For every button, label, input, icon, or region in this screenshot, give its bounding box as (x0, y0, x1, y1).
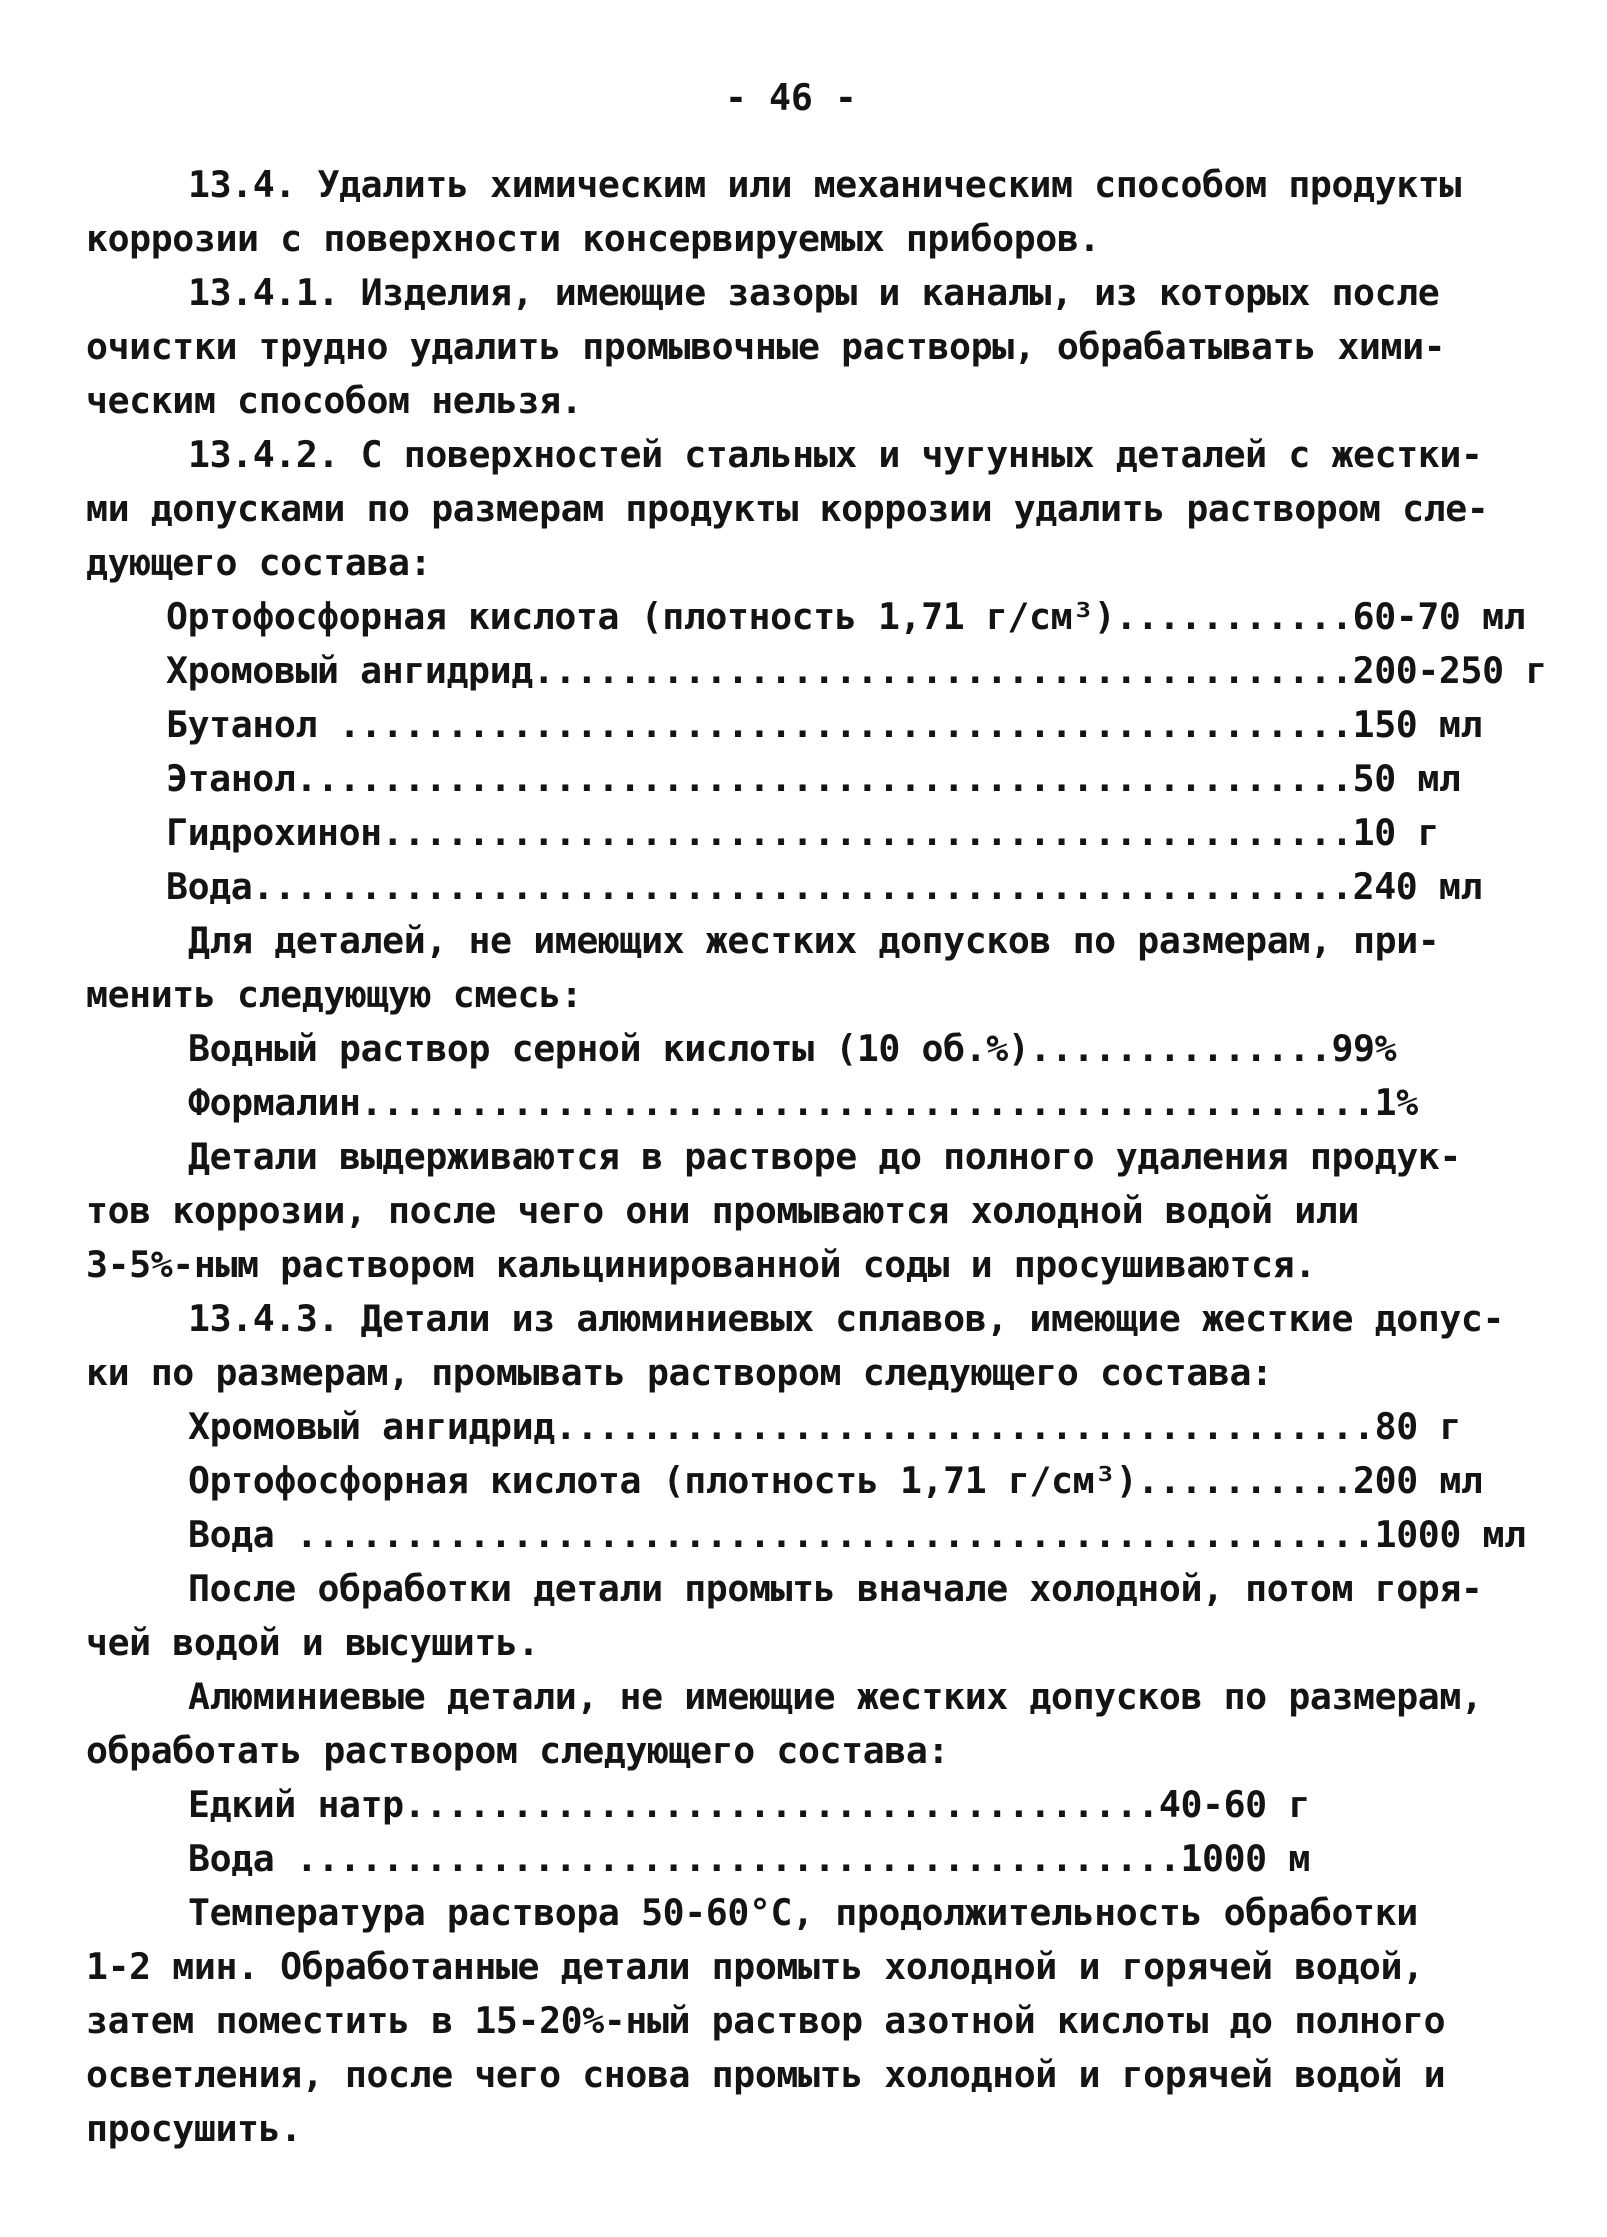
composition-row: Вода ..................................................1000 мл (188, 1513, 1526, 1556)
paragraph-line: 3-5%-ным раствором кальцинированной соды и просушиваются. (86, 1243, 1316, 1286)
paragraph-line: Температура раствора 50-60°С, продолжительность обработки (188, 1891, 1418, 1934)
paragraph-line: ческим способом нельзя. (86, 379, 583, 422)
paragraph-line: 13.4.1. Изделия, имеющие зазоры и каналы, из которых после (188, 271, 1440, 314)
composition-row: Этанол.................................................50 мл (166, 757, 1461, 800)
composition-row: Хромовый ангидрид......................................80 г (188, 1405, 1461, 1448)
paragraph-line: ми допусками по размерам продукты коррозии удалить раствором сле- (86, 487, 1489, 530)
composition-row: Бутанол ...............................................150 мл (166, 703, 1483, 746)
composition-row: Вода...................................................240 мл (166, 865, 1483, 908)
paragraph-line: 13.4.2. С поверхностей стальных и чугунных деталей с жестки- (188, 433, 1483, 476)
paragraph-line: Алюминиевые детали, не имеющие жестких допусков по размерам, (188, 1675, 1483, 1718)
paragraph-line: чей водой и высушить. (86, 1621, 540, 1664)
paragraph-line: 13.4. Удалить химическим или механическим способом продукты (188, 163, 1461, 206)
composition-row: Формалин...............................................1% (188, 1081, 1418, 1124)
paragraph-line: Для деталей, не имеющих жестких допусков по размерам, при- (188, 919, 1440, 962)
paragraph-line: обработать раствором следующего состава: (86, 1729, 949, 1772)
paragraph-line: менить следующую смесь: (86, 973, 583, 1016)
composition-row: Ортофосфорная кислота (плотность 1,71 г/см³)...........60-70 мл (166, 595, 1526, 638)
paragraph-line: очистки трудно удалить промывочные растворы, обрабатывать хими- (86, 325, 1446, 368)
paragraph-line: ки по размерам, промывать раствором следующего состава: (86, 1351, 1273, 1394)
composition-row: Хромовый ангидрид......................................200-250 г (166, 649, 1547, 692)
composition-row: Вода .........................................1000 м (188, 1837, 1310, 1880)
paragraph-line: 13.4.3. Детали из алюминиевых сплавов, имеющие жесткие допус- (188, 1297, 1505, 1340)
composition-row: Едкий натр...................................40-60 г (188, 1783, 1310, 1826)
composition-row: Водный раствор серной кислоты (10 об.%)..............99% (188, 1027, 1397, 1070)
paragraph-line: коррозии с поверхности консервируемых приборов. (86, 217, 1101, 260)
paragraph-line: осветления, после чего снова промыть холодной и горячей водой и (86, 2053, 1446, 2096)
paragraph-line: просушить. (86, 2107, 302, 2150)
paragraph-line: тов коррозии, после чего они промываются холодной водой или (86, 1189, 1359, 1232)
page-number: - 46 - (725, 76, 857, 119)
composition-row: Ортофосфорная кислота (плотность 1,71 г/см³)..........200 мл (188, 1459, 1483, 1502)
paragraph-line: 1-2 мин. Обработанные детали промыть холодной и горячей водой, (86, 1945, 1424, 1988)
paragraph-line: затем поместить в 15-20%-ный раствор азотной кислоты до полного (86, 1999, 1446, 2042)
paragraph-line: Детали выдерживаются в растворе до полного удаления продук- (188, 1135, 1461, 1178)
paragraph-line: дующего состава: (86, 541, 432, 584)
paragraph-line: После обработки детали промыть вначале холодной, потом горя- (188, 1567, 1483, 1610)
composition-row: Гидрохинон.............................................10 г (166, 811, 1439, 854)
